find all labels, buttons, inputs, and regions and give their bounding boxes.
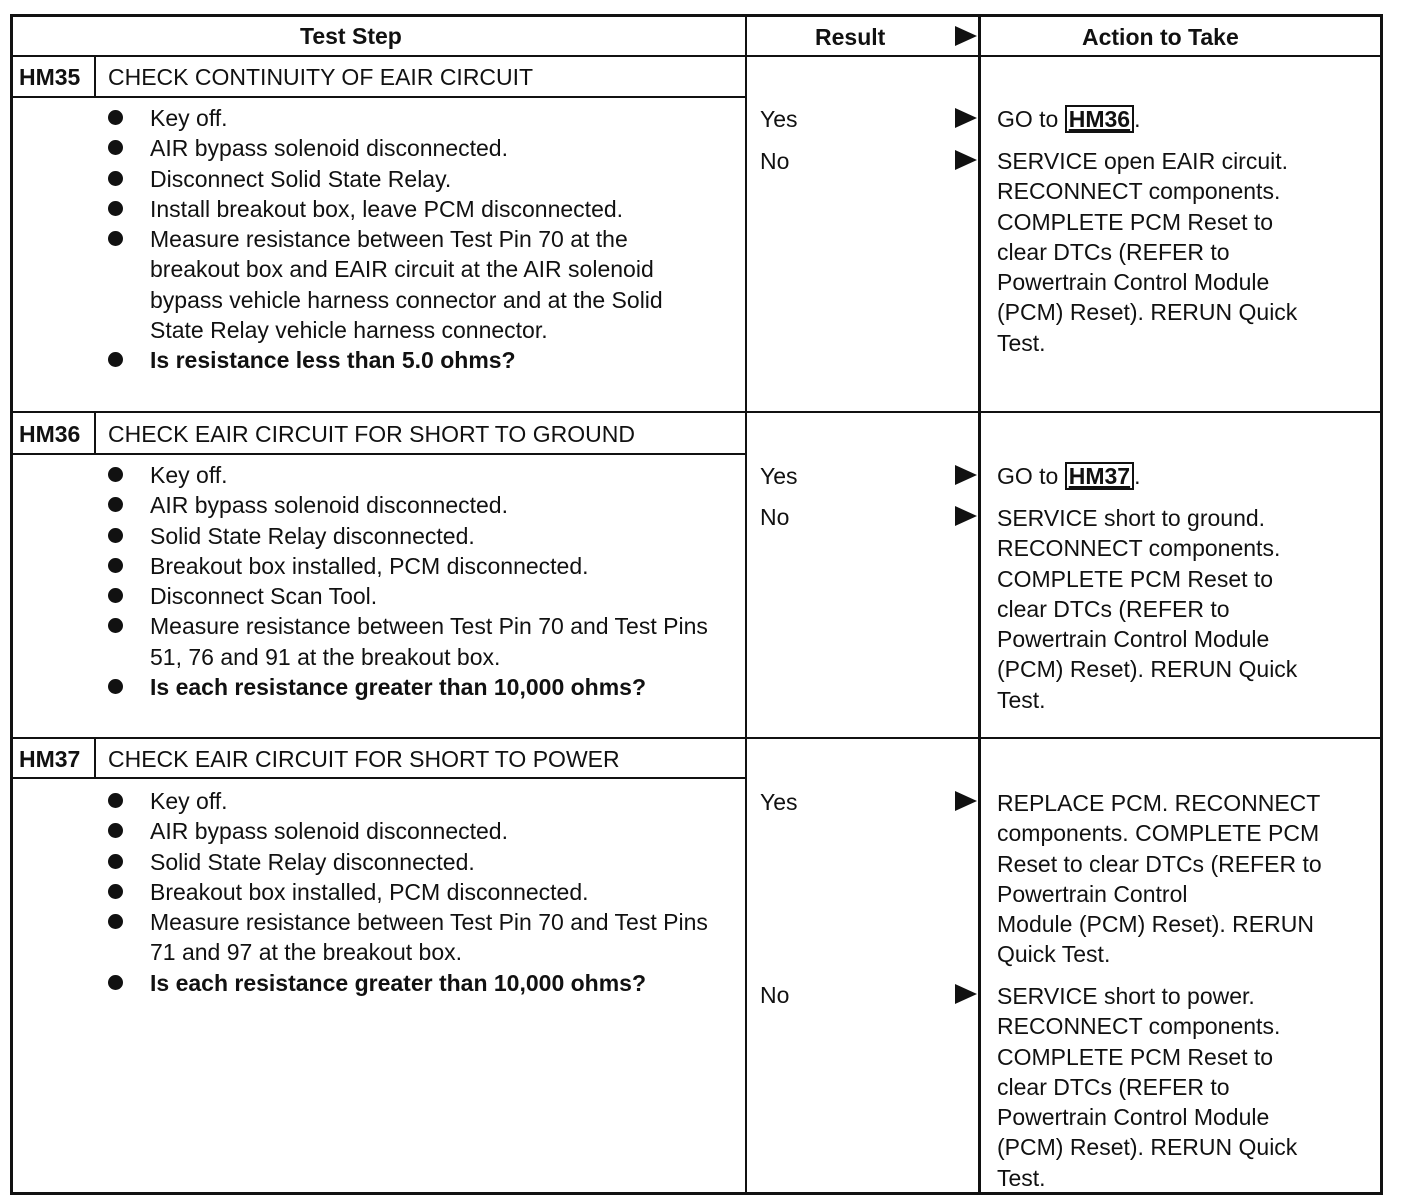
column-divider-result — [745, 14, 747, 1195]
bullet-icon — [108, 201, 123, 216]
bullet-icon — [108, 231, 123, 246]
table-border-left — [10, 14, 13, 1195]
header-arrow-icon — [955, 26, 977, 46]
action-yes-hm37: REPLACE PCM. RECONNECT components. COMPLETE PCM Reset to clear DTCs (REFER to Powertrain Control Module (PCM) Reset). RERUN Quick Test. — [997, 790, 1322, 968]
list-item: Breakout box installed, PCM disconnected. — [108, 551, 728, 581]
list-item: Solid State Relay disconnected. — [108, 847, 728, 877]
bullet-icon — [108, 140, 123, 155]
result-no-hm37: No — [760, 982, 790, 1008]
result-yes-hm37: Yes — [760, 789, 798, 815]
result-no-hm36: No — [760, 504, 790, 530]
header-action: Action to Take — [1082, 24, 1239, 50]
list-item: Measure resistance between Test Pin 70 and Test Pins 71 and 97 at the breakout box. — [108, 907, 720, 968]
step-reference-link[interactable]: HM37 — [1065, 462, 1134, 490]
question-item: Is each resistance greater than 10,000 ohms? — [108, 968, 690, 998]
bullet-icon — [108, 679, 123, 694]
list-item: Disconnect Scan Tool. — [108, 581, 728, 611]
bullet-icon — [108, 854, 123, 869]
title-underline-hm35 — [10, 96, 747, 98]
list-item: Install breakout box, leave PCM disconnected. — [108, 194, 728, 224]
result-arrow-icon — [955, 465, 977, 485]
code-divider-hm35 — [94, 57, 96, 97]
bullet-icon — [108, 467, 123, 482]
list-item: Key off. — [108, 460, 728, 490]
title-underline-hm36 — [10, 453, 747, 455]
header-test-step: Test Step — [300, 23, 402, 49]
result-yes-hm35: Yes — [760, 106, 798, 132]
row-divider-1 — [10, 411, 1382, 413]
code-divider-hm37 — [94, 739, 96, 778]
header-divider — [10, 55, 1382, 57]
bullet-icon — [108, 914, 123, 929]
action-no-hm36: SERVICE short to ground. RECONNECT components. COMPLETE PCM Reset to clear DTCs (REFER to Powertrain Control Module (PCM) Reset). RERUN Quick Test. — [997, 505, 1298, 713]
step-items-hm37 — [108, 786, 728, 998]
result-arrow-icon — [955, 791, 977, 811]
title-underline-hm37 — [10, 777, 747, 779]
bullet-icon — [108, 528, 123, 543]
list-item: Disconnect Solid State Relay. — [108, 164, 728, 194]
step-code-hm37: HM37 — [19, 746, 81, 772]
step-title-hm35: CHECK CONTINUITY OF EAIR CIRCUIT — [108, 64, 534, 90]
action-no-hm35: SERVICE open EAIR circuit. RECONNECT components. COMPLETE PCM Reset to clear DTCs (REFER to Powertrain Control Module (PCM) Reset). RERUN Quick Test. — [997, 148, 1298, 356]
table-border-top — [10, 14, 1382, 17]
bullet-icon — [108, 588, 123, 603]
header-result: Result — [815, 24, 886, 50]
bullet-icon — [108, 618, 123, 633]
step-title-hm36: CHECK EAIR CIRCUIT FOR SHORT TO GROUND — [108, 421, 635, 447]
step-title-hm37: CHECK EAIR CIRCUIT FOR SHORT TO POWER — [108, 746, 620, 772]
step-code-hm36: HM36 — [19, 421, 81, 447]
bullet-icon — [108, 110, 123, 125]
result-arrow-icon — [955, 108, 977, 128]
bullet-icon — [108, 558, 123, 573]
bullet-icon — [108, 975, 123, 990]
list-item: AIR bypass solenoid disconnected. — [108, 816, 728, 846]
result-yes-hm36: Yes — [760, 463, 798, 489]
list-item: Solid State Relay disconnected. — [108, 521, 728, 551]
bullet-icon — [108, 171, 123, 186]
action-yes-hm36: GO to HM37 . — [997, 463, 1141, 489]
bullet-icon — [108, 497, 123, 512]
result-no-hm35: No — [760, 148, 790, 174]
list-item: Key off. — [108, 103, 728, 133]
action-yes-hm35: GO to HM36 . — [997, 106, 1141, 132]
question-item: Is each resistance greater than 10,000 ohms? — [108, 672, 690, 702]
list-item: AIR bypass solenoid disconnected. — [108, 490, 728, 520]
list-item: Key off. — [108, 786, 728, 816]
action-no-hm37: SERVICE short to power. RECONNECT components. COMPLETE PCM Reset to clear DTCs (REFER to Powertrain Control Module (PCM) Reset). RERUN Quick Test. — [997, 983, 1298, 1191]
list-item: Breakout box installed, PCM disconnected. — [108, 877, 728, 907]
bullet-icon — [108, 793, 123, 808]
row-divider-2 — [10, 737, 1382, 739]
bullet-icon — [108, 352, 123, 367]
result-arrow-icon — [955, 506, 977, 526]
column-divider-action — [978, 14, 981, 1195]
bullet-icon — [108, 823, 123, 838]
list-item: AIR bypass solenoid disconnected. — [108, 133, 728, 163]
list-item: Measure resistance between Test Pin 70 at the breakout box and EAIR circuit at the AIR solenoid bypass vehicle harness connector and at the Solid State Relay vehicle harness connector. — [108, 224, 695, 345]
step-items-hm35 — [108, 103, 728, 376]
step-reference-link[interactable]: HM36 — [1065, 105, 1134, 133]
code-divider-hm36 — [94, 413, 96, 454]
step-code-hm35: HM35 — [19, 64, 81, 90]
step-items-hm36 — [108, 460, 728, 702]
list-item: Measure resistance between Test Pin 70 and Test Pins 51, 76 and 91 at the breakout box. — [108, 611, 720, 672]
bullet-icon — [108, 884, 123, 899]
result-arrow-icon — [955, 984, 977, 1004]
table-border-right — [1380, 14, 1383, 1195]
question-item: Is resistance less than 5.0 ohms? — [108, 345, 728, 375]
result-arrow-icon — [955, 150, 977, 170]
